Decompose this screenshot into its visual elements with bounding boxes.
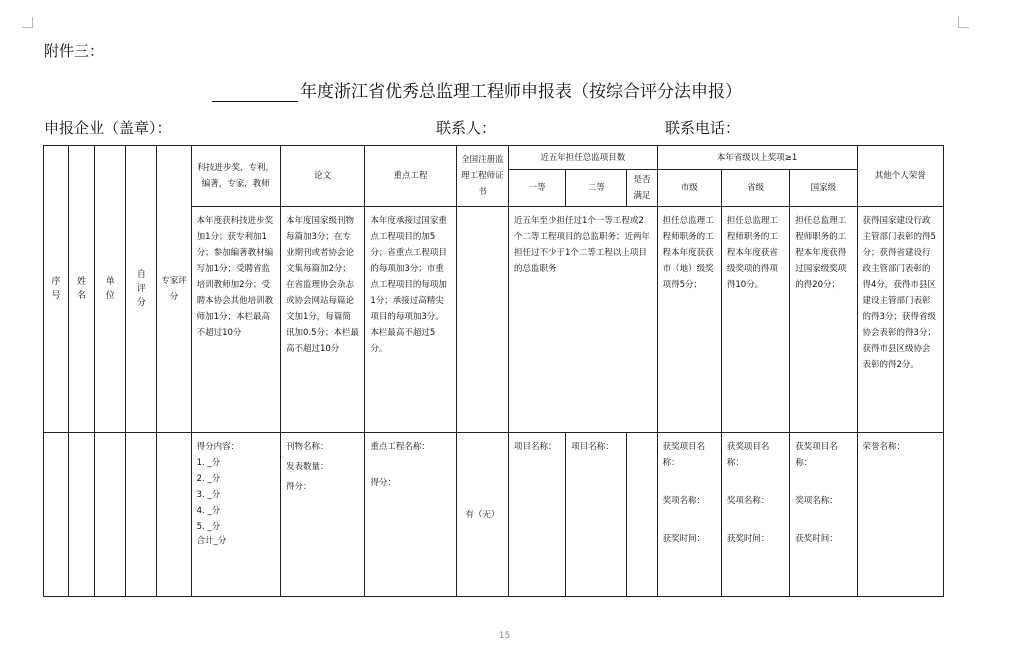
fill-sci-award[interactable] [191,433,280,597]
fill-name[interactable] [69,433,95,597]
header-national-level: 国家级 [790,170,857,207]
award-project-name-label: 获奖项目名称： [726,442,770,468]
fill-paper[interactable] [281,433,365,597]
header-self-score: 自评分 [126,146,157,433]
header-name: 姓名 [69,146,95,433]
page-corner-mark [958,17,969,28]
award-project-name-label: 获奖项目名称： [662,442,706,468]
award-name-label: 奖项名称： [726,496,770,506]
page-corner-mark [22,17,33,28]
award-name-label: 奖项名称： [795,496,838,506]
header-expert-score: 专家评分 [157,146,191,433]
criteria-recent-projects: 近五年至少担任过1个一等工程或2个二等工程项目的总监职务；近两年担任过不少于1个二等工程以上项目的总监职务 [508,207,657,433]
fill-second-class[interactable]: 项目名称： [566,433,627,597]
fill-national-cert[interactable]: 有（无） [456,433,508,597]
enterprise-label: 申报企业（盖章）： [44,119,172,137]
annex-label: 附件三： [44,42,105,60]
award-time-label: 获奖时间： [795,534,838,544]
fill-expert-score[interactable] [157,433,191,597]
year-blank[interactable] [212,85,298,102]
criteria-other-honors: 获得国家建设行政主管部门表彰的得5分；获得省建设行政主管部门表彰的得4分，获得市县区建设主管部门表彰的得3分；获得省级协会表彰的得3分；获得市县区级协会表彰的得2分。 [857,207,944,433]
header-national-cert: 全国注册监理工程师证书 [456,146,508,207]
score-item: 2. _分 [196,474,221,484]
header-second-class: 二等 [566,170,627,207]
criteria-province-level: 担任总监理工程师职务的工程本年度获省级奖项的得项得10分。 [721,207,789,433]
score-item: 5. _分 [196,522,221,532]
header-paper: 论文 [281,146,365,207]
paper-score-label: 得分： [286,482,312,492]
award-time-label: 获奖时间： [726,534,770,544]
key-project-score-label: 得分： [370,478,396,488]
criteria-city-level: 担任总监理工程师职务的工程本年度获获市（地）级奖项得5分； [657,207,721,433]
header-provincial-awards: 本年省级以上奖项≥1 [657,146,857,170]
header-other-honors: 其他个人荣誉 [857,146,944,207]
fill-province-level[interactable] [721,433,789,597]
criteria-key-project: 本年度承接过国家重点工程项目的加5分；省重点工程项目的每项加3分；市重点工程项目的每项加1分；承接过高精尖项目的每项加3分。本栏最高不超过5分。 [365,207,456,433]
fill-qualified[interactable] [627,433,657,597]
key-project-name-label: 重点工程名称： [370,442,430,452]
header-key-project: 重点工程 [365,146,456,207]
award-project-name-label: 获奖项目名称： [795,442,838,468]
fill-national-level[interactable] [790,433,857,597]
fill-key-project[interactable] [365,433,456,597]
application-table [43,145,944,597]
score-content-label: 得分内容： [196,442,240,452]
header-first-class: 一等 [508,170,565,207]
page-number: 15 [498,631,511,641]
form-title-text: 年度浙江省优秀总监理工程师申报表（按综合评分法申报） [300,82,742,102]
score-item: 1. _分 [196,458,221,468]
header-sci-award: 科技进步奖，专利，编著，专家，教师 [191,146,280,207]
fill-unit[interactable] [95,433,126,597]
award-time-label: 获奖时间： [662,534,706,544]
fill-first-class[interactable]: 项目名称： [508,433,565,597]
fill-city-level[interactable] [657,433,721,597]
journal-name-label: 刊物名称： [286,442,329,452]
header-province-level: 省级 [721,170,789,207]
score-item: 4. _分 [196,506,221,516]
criteria-national-level: 担任总监理工程师职务的工程本年度获得过国家级奖项的得20分； [790,207,857,433]
award-name-label: 奖项名称： [662,496,706,506]
fill-seq[interactable] [44,433,69,597]
header-qualified: 是否满足 [627,170,657,207]
header-city-level: 市级 [657,170,721,207]
header-unit: 单位 [95,146,126,433]
fill-other-honors[interactable]: 荣誉名称： [857,433,944,597]
score-total: 合计_分 [196,536,227,546]
header-recent-five-years: 近五年担任总监项目数 [508,146,657,170]
criteria-paper: 本年度国家级刊物每篇加3分；在专业期刊或者协会论文集每篇加2分；在省监理协会杂志或协会网站每篇论文加1分，每篇简讯加0.5分；本栏最高不超过10分 [281,207,365,433]
criteria-sci-award: 本年度获科技进步奖加1分；获专利加1分；参加编著教材编写加1分；受聘省监培训教师加2分；受聘本协会其他培训教师加1分；本栏最高不超过10分 [191,207,280,433]
score-item: 3. _分 [196,490,221,500]
header-seq: 序号 [44,146,69,433]
criteria-national-cert [456,207,508,433]
fill-self-score[interactable] [126,433,157,597]
phone-label: 联系电话： [665,119,741,137]
contact-label: 联系人： [436,119,497,137]
publish-count-label: 发表数量： [286,462,329,472]
form-title [212,77,742,102]
